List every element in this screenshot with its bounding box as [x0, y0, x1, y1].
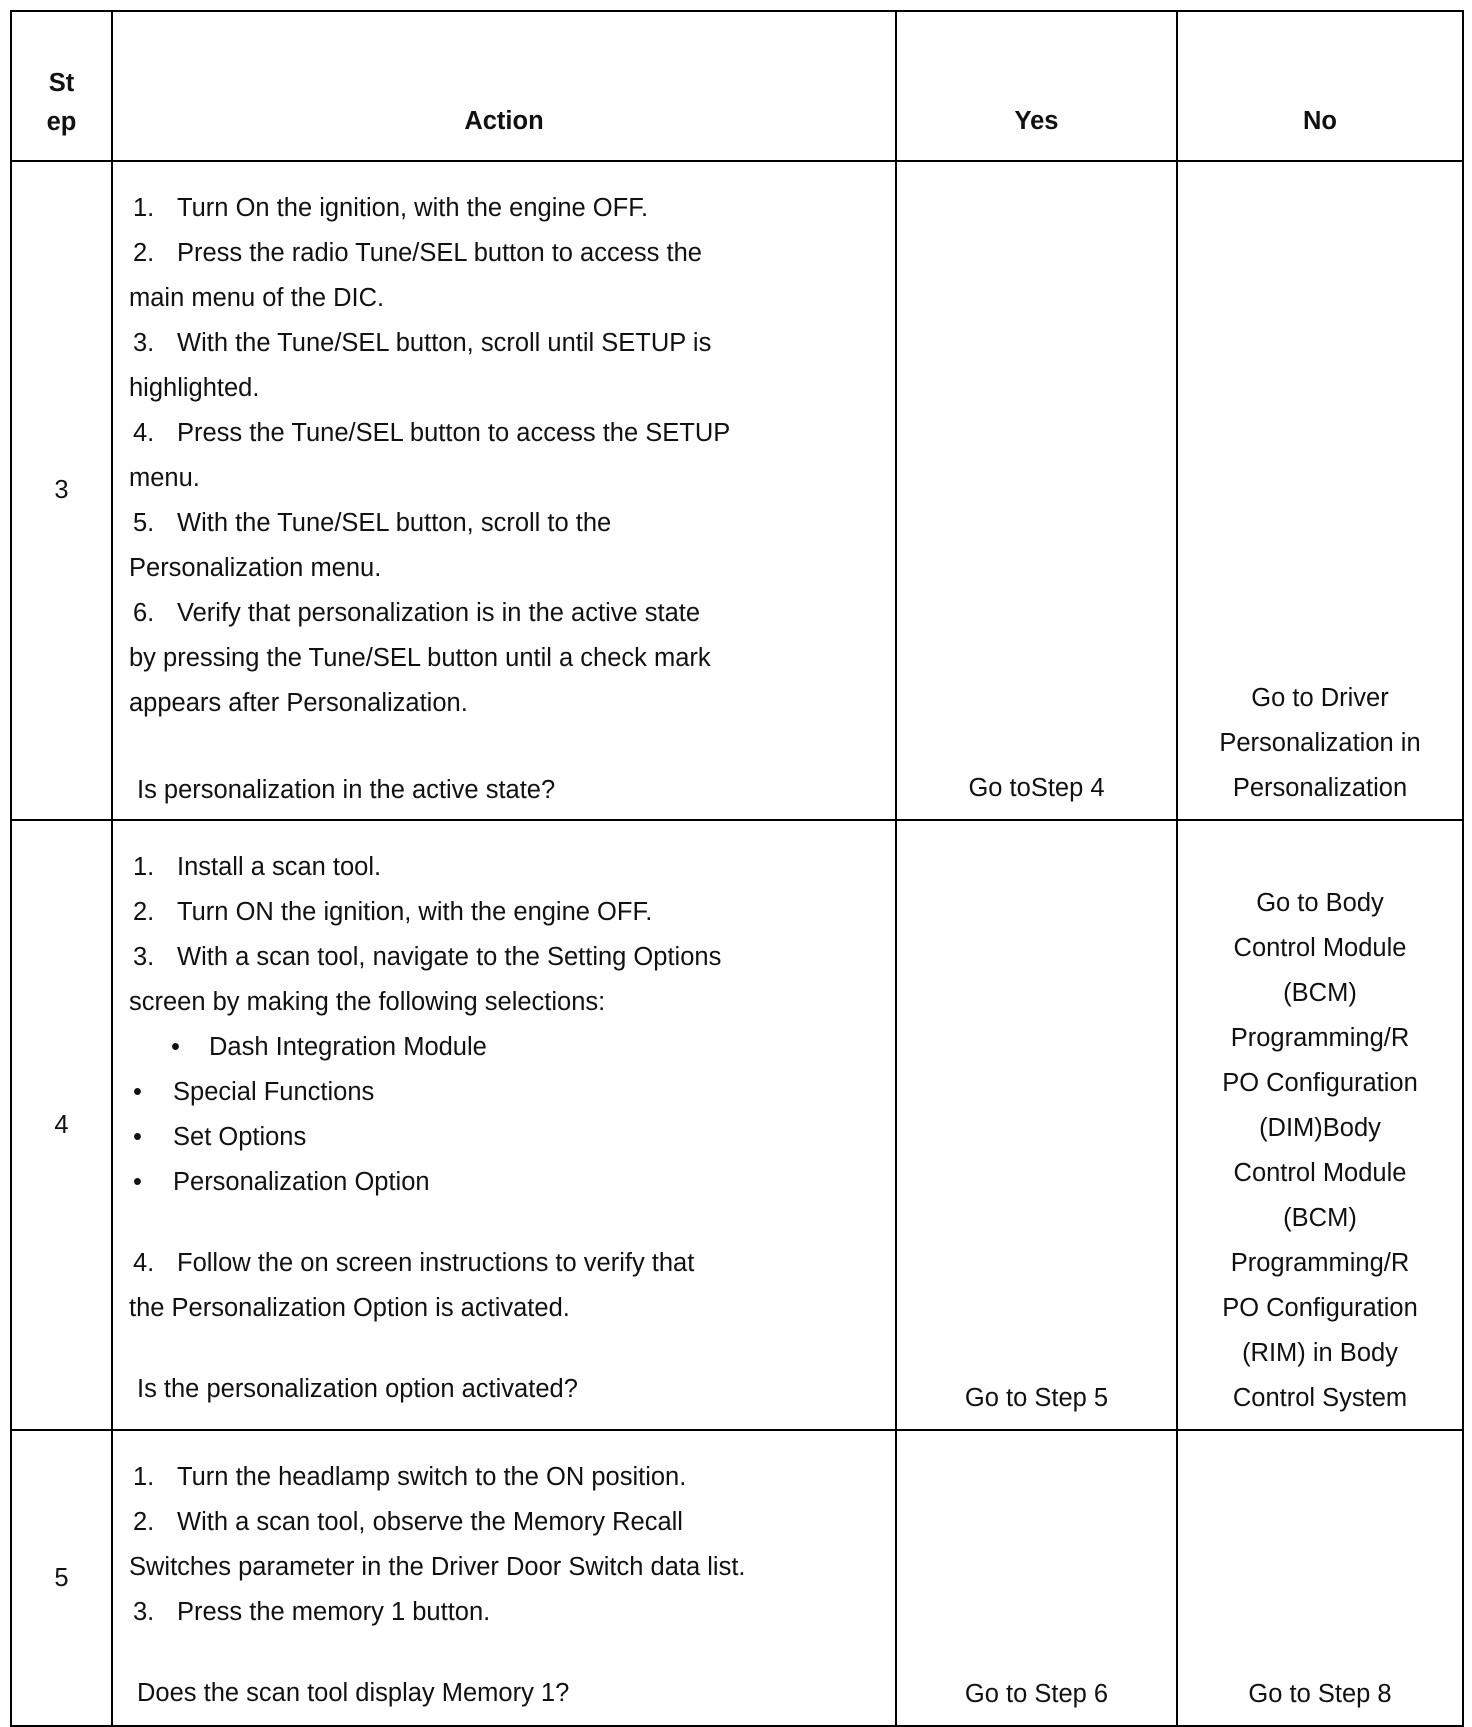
list-item: 4. Press the Tune/SEL button to access the SETUP — [133, 419, 731, 447]
bullet-icon: • — [171, 1033, 180, 1061]
yes-cell — [896, 1430, 1177, 1726]
list-item-continuation: appears after Personalization. — [129, 689, 468, 717]
no-text-line: Go to Driver — [1251, 684, 1389, 712]
header-yes: Yes — [896, 11, 1177, 161]
procedure-table — [10, 10, 1464, 1727]
no-text-line: Control System — [1232, 1384, 1408, 1412]
table-row-step-5 — [11, 1430, 1463, 1726]
no-text-line: PO Configuration — [1222, 1069, 1418, 1097]
list-item-continuation: by pressing the Tune/SEL button until a check mark — [129, 644, 711, 672]
step-number: 4 — [11, 820, 112, 1430]
list-item: 4. Follow the on screen instructions to verify that — [133, 1249, 695, 1277]
yes-text: Go toStep 4 — [968, 774, 1105, 802]
no-text-line: (DIM)Body — [1259, 1114, 1381, 1142]
no-cell — [1177, 1430, 1463, 1726]
bullet-icon: • — [133, 1123, 142, 1151]
no-text: Go to Step 8 — [1248, 1680, 1392, 1708]
bullet-icon: • — [133, 1168, 142, 1196]
step-number: 3 — [11, 161, 112, 820]
action-cell — [112, 820, 896, 1430]
list-item-continuation: screen by making the following selections: — [129, 988, 606, 1016]
list-item-continuation: main menu of the DIC. — [129, 284, 385, 312]
list-item: 2. Turn ON the ignition, with the engine OFF. — [133, 898, 653, 926]
yes-text: Go to Step 5 — [964, 1384, 1109, 1412]
header-no: No — [1177, 11, 1463, 161]
action-cell — [112, 161, 896, 820]
list-item: 3. Press the memory 1 button. — [133, 1598, 491, 1626]
no-text-line: Personalization in — [1219, 729, 1421, 757]
list-item: 1. Turn On the ignition, with the engine OFF. — [133, 194, 649, 222]
table-header-row — [11, 11, 1463, 161]
action-cell — [112, 1430, 896, 1726]
no-text-line: PO Configuration — [1222, 1294, 1418, 1322]
list-item-continuation: Personalization menu. — [129, 554, 382, 582]
bullet-item: • Dash Integration Module — [129, 1025, 885, 1070]
list-item: 6. Verify that personalization is in the active state — [133, 599, 701, 627]
list-item: 2. With a scan tool, observe the Memory Recall — [133, 1508, 683, 1536]
no-cell — [1177, 161, 1463, 820]
header-action: Action — [112, 11, 896, 161]
list-item: 1. Turn the headlamp switch to the ON position. — [133, 1463, 687, 1491]
bullet-item: • Personalization Option — [129, 1160, 885, 1205]
list-item: 2. Press the radio Tune/SEL button to access the — [133, 239, 702, 267]
no-cell — [1177, 820, 1463, 1430]
list-item: 5. With the Tune/SEL button, scroll to the — [133, 509, 612, 537]
yes-cell — [896, 820, 1177, 1430]
no-text-line: (BCM) — [1283, 1204, 1357, 1232]
table-row-step-3 — [11, 161, 1463, 820]
list-item: 1. Install a scan tool. — [133, 853, 382, 881]
no-text-line: (BCM) — [1283, 979, 1357, 1007]
no-text-line: Control Module — [1233, 1159, 1407, 1187]
list-item-continuation: the Personalization Option is activated. — [129, 1294, 570, 1322]
list-item: 3. With a scan tool, navigate to the Setting Options — [133, 943, 722, 971]
question-text: Is personalization in the active state? — [137, 776, 556, 804]
question-text: Does the scan tool display Memory 1? — [137, 1679, 570, 1707]
list-item: 3. With the Tune/SEL button, scroll until SETUP is — [133, 329, 712, 357]
question-text: Is the personalization option activated? — [137, 1375, 578, 1403]
no-text-line: Go to Body — [1256, 889, 1384, 917]
bullet-item: • Special Functions — [129, 1070, 885, 1115]
no-text-line: Control Module — [1233, 934, 1407, 962]
step-number: 5 — [11, 1430, 112, 1726]
yes-text: Go to Step 6 — [964, 1680, 1109, 1708]
no-text-line: Programming/R — [1230, 1249, 1410, 1277]
header-step-label: St ep — [46, 69, 77, 136]
list-item-continuation: highlighted. — [129, 374, 260, 402]
bullet-item: • Set Options — [129, 1115, 885, 1160]
no-text-line: (RIM) in Body — [1242, 1339, 1398, 1367]
no-text-line: Personalization — [1232, 774, 1408, 802]
list-item-continuation: menu. — [129, 464, 200, 492]
table-row-step-4 — [11, 820, 1463, 1430]
no-text-line: Programming/R — [1230, 1024, 1410, 1052]
bullet-icon: • — [133, 1078, 142, 1106]
header-step — [11, 11, 112, 161]
yes-cell — [896, 161, 1177, 820]
list-item-continuation: Switches parameter in the Driver Door Switch data list. — [129, 1553, 746, 1581]
